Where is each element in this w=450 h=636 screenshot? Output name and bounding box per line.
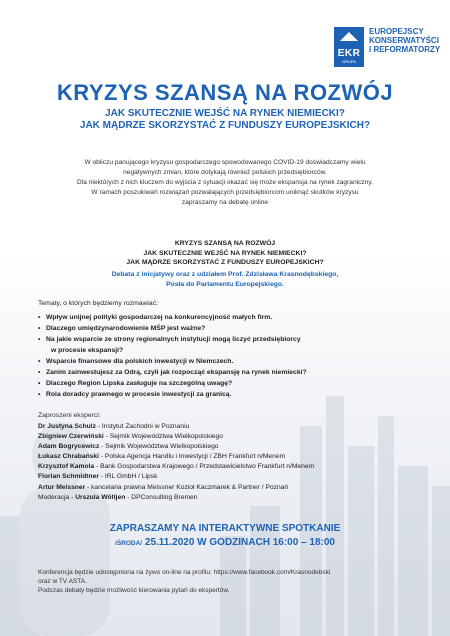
- expert-role: - Instytut Zachodni w Poznaniu: [95, 423, 190, 430]
- intro-line: W obliczu panującego kryzysu gospodarczego spowodowanego COVID-19 doświadczamy wielu: [84, 159, 366, 166]
- expert-name: Dr Justyna Schulz: [38, 423, 96, 430]
- intro-line: W ramach poszukiwań rozwiązań pozwalających przedsiębiorcom uniknąć skutków kryzysu: [91, 189, 359, 196]
- event-date: [0, 537, 450, 548]
- subtitle-line-2: JAK MĄDRZE SKORZYSTAĆ Z FUNDUSZY EUROPEJSKICH?: [79, 120, 371, 131]
- expert-item: [38, 483, 418, 493]
- logo-line-3: I REFORMATORZY: [369, 45, 441, 54]
- subtitle: [0, 108, 450, 132]
- subtitle-line-1: JAK SKUTECZNIE WEJŚĆ NA RYNEK NIEMIECKI?: [105, 108, 345, 119]
- expert-item: [38, 442, 418, 452]
- moderator-role: - DPConsulting Bremen: [125, 493, 198, 501]
- page-title: KRYZYS SZANSĄ NA ROZWÓJ: [56, 80, 394, 105]
- expert-name: Krzysztof Kamola: [38, 463, 95, 471]
- expert-name: Florian Schmidtner: [38, 473, 99, 481]
- repeat-line: JAK SKUTECZNIE WEJŚĆ NA RYNEK NIEMIECKI?: [143, 249, 307, 257]
- event-day: /ŚRODA/: [115, 540, 143, 547]
- logo-line-2: KONSERWATYŚCI: [369, 36, 439, 45]
- footer-note: [38, 568, 428, 595]
- repeat-line: KRYZYS SZANSĄ NA ROZWÓJ: [174, 240, 276, 247]
- topic-item: • Wpływ unijnej polityki gospodarczej na konkurencyjność małych firm.: [38, 312, 378, 323]
- logo-line-1: EUROPEJSCY: [369, 27, 424, 36]
- moderator-name: Urszula Wöltjen: [75, 493, 126, 501]
- expert-item: [38, 462, 418, 472]
- patron-line: Debata z inicjatywy oraz z udziałem Prof. Zdzisława Krasnodębskiego,: [111, 271, 339, 278]
- topics-list: [38, 312, 378, 400]
- expert-item: [38, 432, 418, 442]
- expert-name: Adam Bogrycewicz: [38, 443, 100, 451]
- topic-item: • Wsparcie finansowe dla polskich inwestycji w Niemczech.: [38, 356, 378, 367]
- logo-mark-text: EKR: [337, 48, 361, 59]
- expert-item: [38, 452, 418, 462]
- patron-note: [0, 270, 450, 290]
- topic-item: • Dlaczego umiędzynarodowienie MŚP jest ważne?: [38, 323, 378, 334]
- topic-item: • Na jakie wsparcie ze strony regionalnych instytucji mogą liczyć przedsiębiorcy: [38, 334, 378, 345]
- moderation-item: [38, 493, 418, 503]
- expert-item: [38, 472, 418, 482]
- intro-line: negatywnych zmian, które dotykają również polskich przedsiębiorców.: [123, 169, 327, 176]
- expert-role: - Polska Agencja Handlu i Inwestycji / ZBH Frankfurt n/Menem: [98, 453, 286, 461]
- intro-line: zapraszamy na debatę online: [181, 199, 269, 206]
- roof-icon: [340, 32, 358, 41]
- repeated-title-block: [0, 239, 450, 268]
- footer-line: Konferencja będzie udostępniona na żywo on-line na profilu: https://www.facebook.com/Krasnodebski: [38, 569, 331, 576]
- topics-heading: Tematy, o których będziemy rozmawiać:: [38, 300, 158, 307]
- topic-item: • Dlaczego Region Lipska zasługuje na szczególną uwagę?: [38, 378, 378, 389]
- topic-item-continuation: w procesie ekspansji?: [51, 347, 124, 354]
- expert-role: - IRL GmbH / Lipsk: [98, 473, 158, 481]
- patron-line: Posła do Parlamentu Europejskiego.: [166, 281, 284, 288]
- topic-item: • Rola doradcy prawnego w procesie inwestycji za granicą.: [38, 389, 378, 400]
- expert-role: - Sejmik Województwa Wielkopolskiego: [99, 443, 219, 451]
- logo-wordmark: [369, 27, 440, 54]
- topic-item: • Zanim zainwestujesz za Odrą, czyli jak rozpocząć ekspansję na rynek niemiecki?: [38, 367, 378, 378]
- experts-list: [38, 422, 418, 503]
- expert-name: Artur Meissner: [38, 483, 86, 491]
- repeat-line: JAK MĄDRZE SKORZYSTAĆ Z FUNDUSZY EUROPEJSKICH?: [126, 259, 324, 266]
- moderation-separator: -: [69, 493, 76, 501]
- footer-line: oraz w TV ASTA.: [38, 578, 87, 585]
- experts-heading: Zaproszeni eksperci:: [38, 412, 101, 419]
- invite-heading: ZAPRASZAMY NA INTERAKTYWNE SPOTKANIE: [109, 523, 341, 534]
- expert-role: - kancelaria prawna Meissner Kozioł Kaczmarek & Partner / Poznań: [85, 483, 289, 491]
- expert-name: Łukasz Chrabański: [38, 453, 99, 461]
- logo-mark-subtext: GRUPA: [342, 59, 356, 64]
- ekr-logo: [334, 27, 440, 67]
- event-datetime: 25.11.2020 W GODZINACH 16:00 – 18:00: [144, 537, 335, 548]
- footer-line: Podczas debaty będzie możliwość kierowania pytań do ekspertów.: [38, 587, 230, 594]
- intro-line: Dla niektórych z nich kluczem do wyjścia z sytuacji okazać się może ekspansja na rynek zagraniczny.: [77, 179, 373, 186]
- expert-name: Zbigniew Czerwiński: [38, 433, 104, 441]
- intro-paragraph: [40, 158, 410, 208]
- moderation-label: Moderacja: [38, 493, 70, 501]
- expert-role: - Bank Gospodarstwa Krajowego / Przedstawicielstwo Frankfurt n/Menem: [94, 463, 315, 471]
- expert-role: - Sejmik Województwa Wielkopolskiego: [103, 433, 223, 441]
- ekr-logo-mark: [334, 27, 364, 67]
- expert-item: [38, 422, 418, 432]
